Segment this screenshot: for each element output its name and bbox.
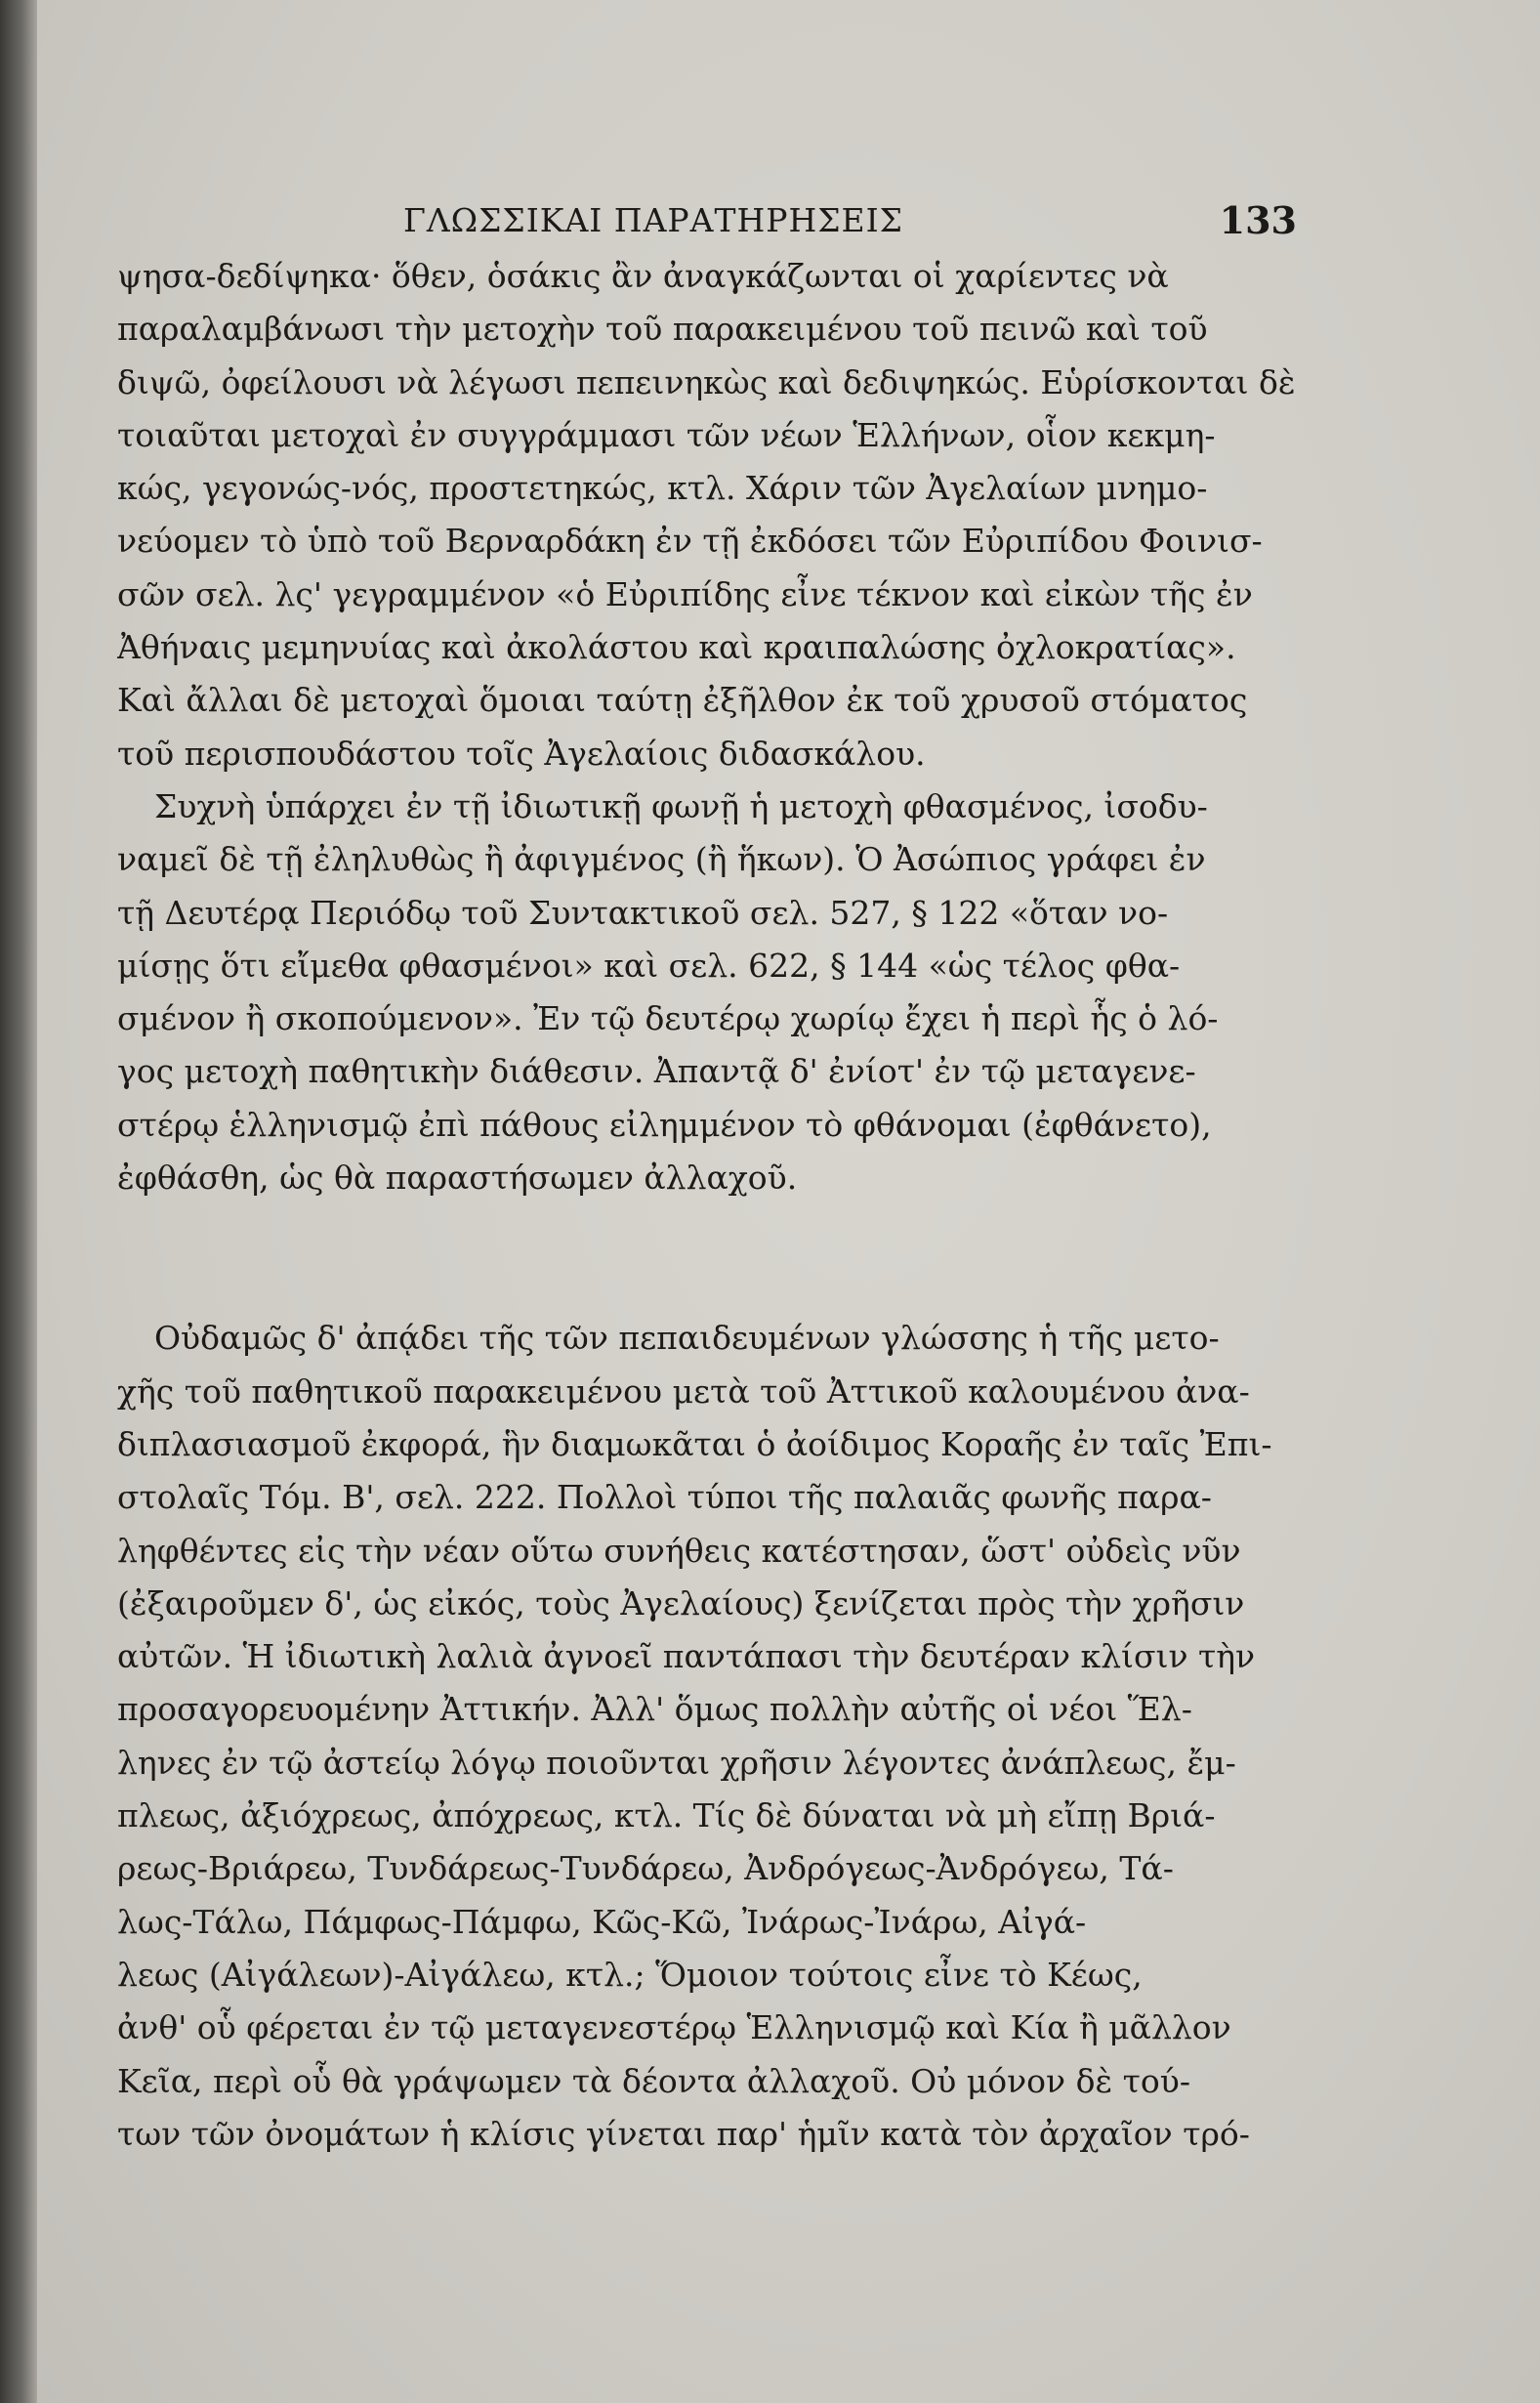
paragraph-1 [117,250,1309,780]
text-line: μίσῃς ὅτι εἴμεθα φθασμένοι» καὶ σελ. 622, § 144 «ὡς τέλος φθα- [117,946,1181,985]
text-line: λως-Τάλω, Πάμφως-Πάμφω, Κῶς-Κῶ, Ἰνάρως-Ἰνάρω, Αἰγά- [117,1902,1087,1941]
text-line: αὐτῶν. Ἡ ἰδιωτικὴ λαλιὰ ἀγνοεῖ παντάπασι τὴν δευτέραν κλίσιν τὴν [117,1637,1256,1676]
text-line: προσαγορευομένην Ἀττικήν. Ἀλλ' ὅμως πολλὴν αὐτῆς οἱ νέοι Ἕλ- [117,1690,1192,1729]
text-line: Κεῖα, περὶ οὗ θὰ γράψωμεν τὰ δέοντα ἀλλαχοῦ. Οὐ μόνον δὲ τού- [117,2061,1190,2100]
text-line: τοιαῦται μετοχαὶ ἐν συγγράμμασι τῶν νέων Ἑλλήνων, οἷον κεκμη- [117,415,1216,454]
paragraph-spacer [117,1204,1309,1312]
book-spine-shadow [0,0,37,2403]
text-line: (ἐξαιροῦμεν δ', ὡς εἰκός, τοὺς Ἀγελαίους) ξενίζεται πρὸς τὴν χρῆσιν [117,1583,1245,1623]
paragraph-2 [117,780,1309,1204]
book-page [37,0,1540,2403]
text-line: ψησα-δεδίψηκα· ὅθεν, ὁσάκις ἂν ἀναγκάζωνται οἱ χαρίεντες νὰ [117,257,1169,295]
text-line: γος μετοχὴ παθητικὴν διάθεσιν. Ἀπαντᾷ δ' ἐνίοτ' ἐν τῷ μεταγενε- [117,1052,1196,1091]
paragraph-3 [117,1312,1309,2161]
text-line: διψῶ, ὀφείλουσι νὰ λέγωσι πεπεινηκὼς καὶ δεδιψηκώς. Εὑρίσκονται δὲ [117,362,1296,401]
running-title: ΓΛΩΣΣΙΚΑΙ ΠΑΡΑΤΗΡΗΣΕΙΣ [403,201,904,239]
text-line: διπλασιασμοῦ ἐκφορά, ἣν διαμωκᾶται ὁ ἀοίδιμος Κοραῆς ἐν ταῖς Ἐπι- [117,1424,1272,1463]
text-line: νεύομεν τὸ ὑπὸ τοῦ Βερναρδάκη ἐν τῇ ἐκδόσει τῶν Εὐριπίδου Φοινισ- [117,522,1263,561]
text-line: τῇ Δευτέρᾳ Περιόδῳ τοῦ Συντακτικοῦ σελ. 527, § 122 «ὅταν νο- [117,893,1169,932]
text-line: ληνες ἐν τῷ ἀστείῳ λόγῳ ποιοῦνται χρῆσιν λέγοντες ἀνάπλεως, ἔμ- [117,1743,1236,1782]
page-number: 133 [1219,198,1297,242]
text-line: κώς, γεγονώς-νός, προστετηκώς, κτλ. Χάριν τῶν Ἀγελαίων μνημο- [117,469,1208,508]
text-line: ἐφθάσθη, ὡς θὰ παραστήσωμεν ἀλλαχοῦ. [117,1159,798,1198]
text-line: ναμεῖ δὲ τῇ ἐληλυθὼς ἢ ἀφιγμένος (ἢ ἥκων). Ὁ Ἀσώπιος γράφει ἐν [117,840,1206,879]
text-line: των τῶν ὀνομάτων ἡ κλίσις γίνεται παρ' ἡμῖν κατὰ τὸν ἀρχαῖον τρό- [117,2114,1250,2153]
text-line: χῆς τοῦ παθητικοῦ παρακειμένου μετὰ τοῦ Ἀττικοῦ καλουμένου ἀνα- [117,1371,1250,1411]
text-line: σῶν σελ. λς' γεγραμμένον «ὁ Εὐριπίδης εἶνε τέκνον καὶ εἰκὼν τῆς ἐν [117,574,1253,613]
text-line: ρεως-Βριάρεω, Τυνδάρεως-Τυνδάρεω, Ἀνδρόγεως-Ἀνδρόγεω, Τά- [117,1849,1174,1888]
text-line: Οὐδαμῶς δ' ἀπᾴδει τῆς τῶν πεπαιδευμένων γλώσσης ἡ τῆς μετο- [154,1319,1220,1358]
text-line: σμένον ἢ σκοπούμενον». Ἐν τῷ δευτέρῳ χωρίῳ ἔχει ἡ περὶ ἧς ὁ λό- [117,999,1219,1038]
text-line: πλεως, ἀξιόχρεως, ἀπόχρεως, κτλ. Τίς δὲ δύναται νὰ μὴ εἴπῃ Βριά- [117,1796,1216,1835]
text-line: Καὶ ἄλλαι δὲ μετοχαὶ ὅμοιαι ταύτῃ ἐξῆλθον ἐκ τοῦ χρυσοῦ στόματος [117,681,1248,720]
text-line: Συχνὴ ὑπάρχει ἐν τῇ ἰδιωτικῇ φωνῇ ἡ μετοχὴ φθασμένος, ἰσοδυ- [154,786,1208,825]
text-line: στέρῳ ἑλληνισμῷ ἐπὶ πάθους εἰλημμένον τὸ φθάνομαι (ἐφθάνετο), [117,1105,1212,1144]
text-line: ἀνθ' οὗ φέρεται ἐν τῷ μεταγενεστέρῳ Ἑλληνισμῷ καὶ Κία ἢ μᾶλλον [117,2008,1231,2047]
text-line: τοῦ περισπουδάστου τοῖς Ἀγελαίοις διδασκάλου. [117,734,926,773]
text-line: παραλαμβάνωσι τὴν μετοχὴν τοῦ παρακειμένου τοῦ πεινῶ καὶ τοῦ [117,310,1208,349]
text-line: στολαῖς Τόμ. Β', σελ. 222. Πολλοὶ τύποι τῆς παλαιᾶς φωνῆς παρα- [117,1478,1212,1517]
body-text [117,250,1309,2161]
running-head [403,193,1297,248]
text-line: λεως (Αἰγάλεων)-Αἰγάλεω, κτλ.; Ὅμοιον τούτοις εἶνε τὸ Κέως, [117,1955,1143,1994]
text-line: ληφθέντες εἰς τὴν νέαν οὕτω συνήθεις κατέστησαν, ὥστ' οὐδεὶς νῦν [117,1531,1241,1570]
text-line: Ἀθήναις μεμηνυίας καὶ ἀκολάστου καὶ κραιπαλώσης ὀχλοκρατίας». [117,628,1236,667]
